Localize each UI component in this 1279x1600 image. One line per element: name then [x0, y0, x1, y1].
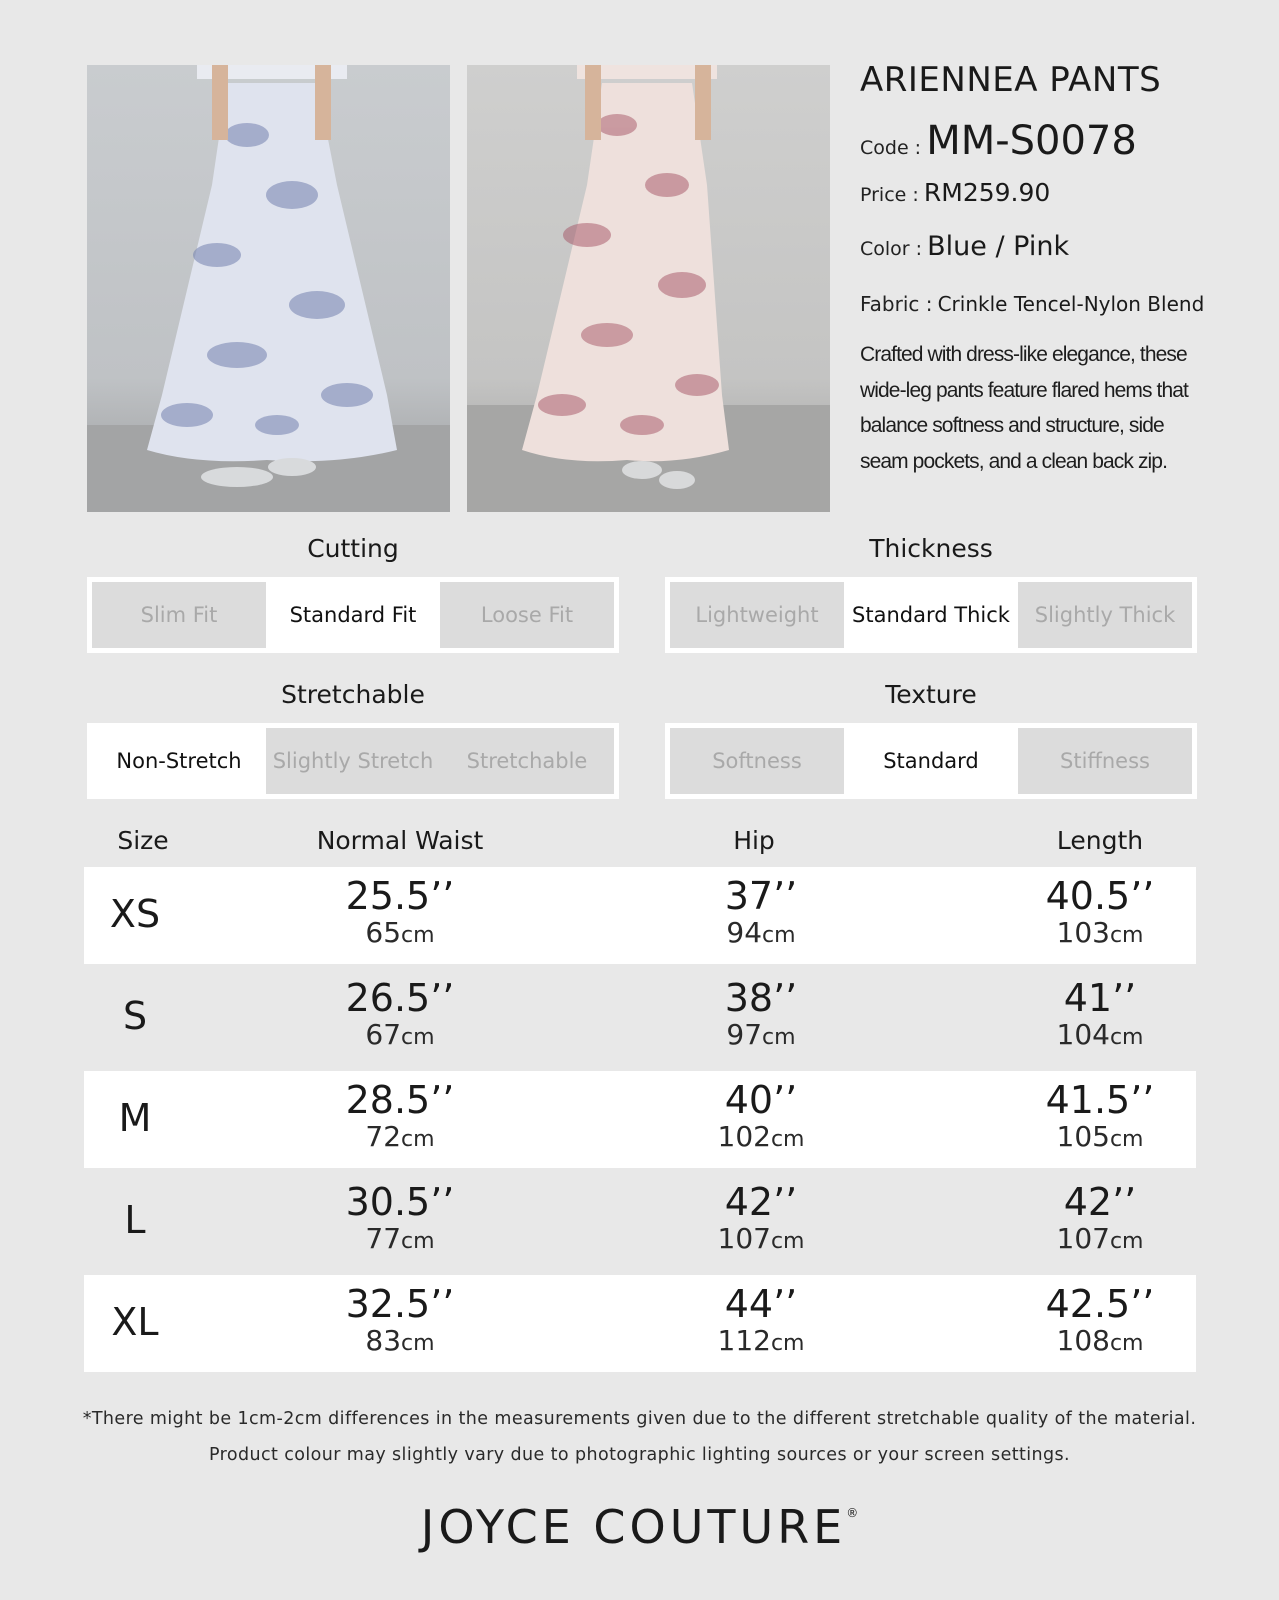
fabric-value: Crinkle Tencel-Nylon Blend [937, 292, 1205, 316]
cm-unit: cm [762, 1025, 796, 1050]
hip-cm-value: 94 [726, 916, 763, 949]
size-label: L [124, 1198, 146, 1242]
hip-cell [641, 876, 881, 953]
hip-cm-value: 97 [726, 1018, 763, 1051]
brand-logo [0, 1500, 1279, 1554]
color-label: Color : [860, 238, 923, 260]
header-length: Length [1056, 826, 1144, 855]
header-waist: Normal Waist [316, 826, 484, 855]
cutting-selector [87, 577, 619, 653]
header-hip: Hip [733, 826, 775, 855]
color-value: Blue / Pink [927, 231, 1070, 262]
header-size: Size [117, 826, 169, 855]
hip-cm-value: 112 [717, 1324, 771, 1357]
texture-option-standard: Standard [844, 728, 1018, 794]
product-photo-pink [467, 65, 830, 512]
product-fabric [860, 292, 1204, 316]
length-centimeters [980, 916, 1220, 953]
hip-cell [641, 978, 881, 1055]
fabric-label: Fabric : [860, 292, 933, 316]
hip-centimeters [641, 916, 881, 953]
length-cm-value: 107 [1056, 1222, 1110, 1255]
length-centimeters [980, 1018, 1220, 1055]
waist-inches: 32.5’’ [345, 1282, 455, 1326]
waist-cm-value: 67 [365, 1018, 402, 1051]
code-label: Code : [860, 137, 922, 159]
cutting-option-loose-fit: Loose Fit [480, 603, 574, 627]
hip-inches: 42’’ [724, 1180, 798, 1224]
stretchable-selector [87, 723, 619, 799]
length-centimeters [980, 1120, 1220, 1157]
hip-cell [641, 1080, 881, 1157]
cm-unit: cm [1109, 1229, 1144, 1254]
product-photo-blue [87, 65, 450, 512]
thickness-option-standard-thick: Standard Thick [844, 582, 1018, 648]
hip-cell [641, 1182, 881, 1259]
length-centimeters [980, 1324, 1220, 1361]
cm-unit: cm [401, 923, 435, 948]
size-label: S [122, 994, 148, 1038]
waist-centimeters [280, 916, 520, 953]
texture-option-softness: Softness [712, 749, 802, 773]
length-centimeters [980, 1222, 1220, 1259]
code-value: MM-S0078 [926, 118, 1137, 164]
length-cm-value: 108 [1056, 1324, 1110, 1357]
cm-unit: cm [770, 1331, 805, 1356]
cutting-option-standard-fit: Standard Fit [266, 582, 440, 648]
waist-cm-value: 77 [365, 1222, 402, 1255]
measurement-note: *There might be 1cm-2cm differences in the measurements given due to the different stretchable quality of the material. [82, 1409, 1197, 1429]
product-color [860, 231, 1069, 262]
cm-unit: cm [401, 1229, 435, 1254]
cm-unit: cm [1109, 923, 1144, 948]
product-price [860, 178, 1050, 207]
length-inches: 41’’ [1063, 976, 1137, 1020]
thickness-option-slightly-thick: Slightly Thick [1034, 603, 1176, 627]
hip-cm-value: 107 [717, 1222, 771, 1255]
texture-selector [665, 723, 1197, 799]
thickness-option-lightweight: Lightweight [695, 603, 819, 627]
hip-inches: 38’’ [724, 976, 798, 1020]
waist-centimeters [280, 1324, 520, 1361]
length-cell [980, 1080, 1220, 1157]
texture-title: Texture [885, 680, 977, 709]
length-inches: 42’’ [1063, 1180, 1137, 1224]
length-cm-value: 103 [1056, 916, 1110, 949]
thickness-selector [665, 577, 1197, 653]
cm-unit: cm [1109, 1127, 1144, 1152]
length-cm-value: 104 [1056, 1018, 1110, 1051]
hip-inches: 44’’ [724, 1282, 798, 1326]
cm-unit: cm [1109, 1025, 1144, 1050]
stretch-option-stretchable: Stretchable [466, 749, 588, 773]
registered-mark: ® [846, 1506, 859, 1520]
brand-name: JOYCE COUTURE [420, 1500, 847, 1554]
waist-cell [280, 1284, 520, 1361]
length-inches: 40.5’’ [1045, 874, 1155, 918]
texture-option-stiffness: Stiffness [1060, 749, 1150, 773]
waist-centimeters [280, 1018, 520, 1055]
hip-cm-value: 102 [717, 1120, 771, 1153]
size-label: XS [109, 892, 161, 936]
waist-centimeters [280, 1222, 520, 1259]
waist-inches: 28.5’’ [345, 1078, 455, 1122]
waist-cell [280, 1080, 520, 1157]
size-label: XL [111, 1300, 159, 1344]
cm-unit: cm [762, 923, 796, 948]
colour-note: Product colour may slightly vary due to photographic lighting sources or your screen settings. [209, 1445, 1070, 1465]
length-inches: 41.5’’ [1045, 1078, 1155, 1122]
cm-unit: cm [401, 1025, 435, 1050]
length-inches: 42.5’’ [1045, 1282, 1155, 1326]
length-cell [980, 1284, 1220, 1361]
stretch-option-slightly-stretch: Slightly Stretch [272, 749, 434, 773]
cm-unit: cm [770, 1127, 805, 1152]
hip-centimeters [641, 1018, 881, 1055]
waist-inches: 30.5’’ [345, 1180, 455, 1224]
product-title: ARIENNEA PANTS [860, 60, 1162, 100]
hip-inches: 37’’ [724, 874, 798, 918]
hip-cell [641, 1284, 881, 1361]
size-label: M [118, 1096, 152, 1140]
length-cm-value: 105 [1056, 1120, 1110, 1153]
waist-cell [280, 876, 520, 953]
cm-unit: cm [401, 1127, 435, 1152]
hip-centimeters [641, 1222, 881, 1259]
cutting-option-slim-fit: Slim Fit [140, 603, 218, 627]
waist-inches: 25.5’’ [345, 874, 455, 918]
waist-cell [280, 1182, 520, 1259]
waist-inches: 26.5’’ [345, 976, 455, 1020]
price-value: RM259.90 [923, 178, 1051, 207]
length-cell [980, 1182, 1220, 1259]
hip-centimeters [641, 1324, 881, 1361]
waist-cm-value: 72 [365, 1120, 402, 1153]
cutting-title: Cutting [307, 534, 399, 563]
product-description: Crafted with dress-like elegance, these wide-leg pants feature flared hems that balance softness and structure, side seam pockets, and a clean back zip. [860, 343, 1188, 473]
hip-centimeters [641, 1120, 881, 1157]
cm-unit: cm [770, 1229, 805, 1254]
stretchable-title: Stretchable [281, 680, 425, 709]
length-cell [980, 978, 1220, 1055]
thickness-title: Thickness [869, 534, 993, 563]
length-cell [980, 876, 1220, 953]
waist-cm-value: 65 [365, 916, 402, 949]
stretch-option-non-stretch: Non-Stretch [92, 728, 266, 794]
cm-unit: cm [1109, 1331, 1144, 1356]
cm-unit: cm [401, 1331, 435, 1356]
waist-cell [280, 978, 520, 1055]
waist-centimeters [280, 1120, 520, 1157]
waist-cm-value: 83 [365, 1324, 402, 1357]
price-label: Price : [860, 184, 919, 206]
product-code [860, 118, 1137, 164]
hip-inches: 40’’ [724, 1078, 798, 1122]
